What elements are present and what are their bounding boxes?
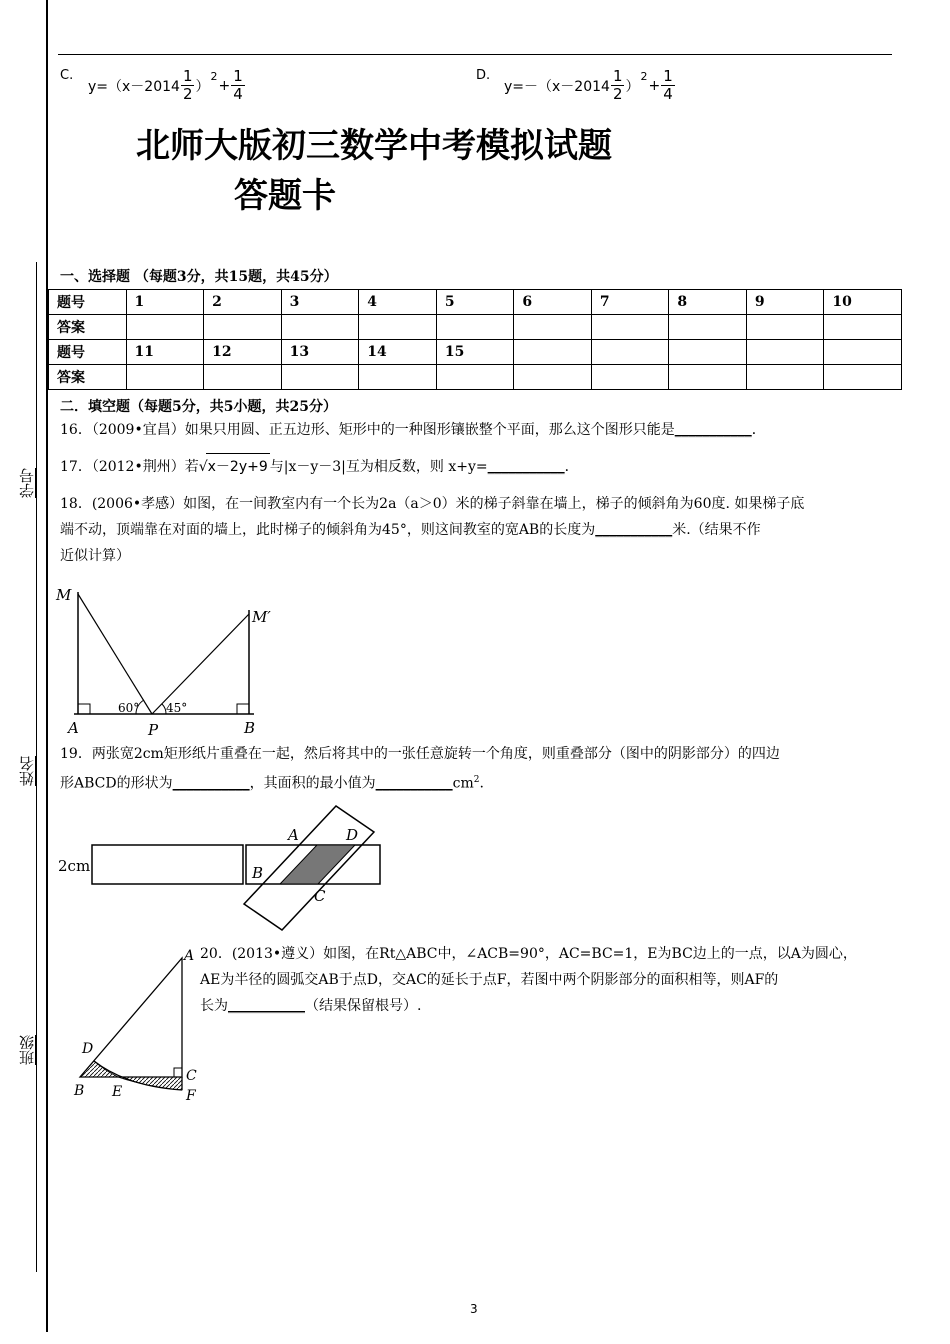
question-number-cell: 4 [359,290,437,315]
shaded-region-right [118,1077,182,1090]
q18-line2 [60,517,900,543]
point-p-label: P [148,721,159,739]
sqrt-icon: √ [198,459,208,475]
answer-cell[interactable] [591,315,668,340]
answer-cell[interactable] [824,365,902,390]
question-17 [60,453,579,480]
rectangle-left [92,845,243,884]
answer-cell[interactable] [514,365,591,390]
right-angle-a [78,704,90,714]
question-number-cell: 13 [281,340,359,365]
option-d-fraction [611,68,625,103]
q19-unit-exp: 2 [473,775,480,785]
right-angle-c [174,1068,182,1077]
point-c-label: C [186,1068,197,1084]
option-d-frac-den: 2 [612,85,623,103]
question-number-cell [514,340,591,365]
section2-heading: 二．填空题（每题5分，共5小题，共25分） [60,399,337,415]
answer-cell[interactable] [514,315,591,340]
question-number-cell: 2 [204,290,282,315]
q17-post: 与|x－y－3|互为相反数，则 x+y= [269,459,488,475]
ladder-45 [152,614,249,714]
q20-line3a: 长为 [200,998,228,1014]
page-number: 3 [470,1302,478,1316]
answer-cell[interactable] [126,315,204,340]
option-c-fraction-2 [231,68,245,103]
angle-45-label: 45° [166,701,188,715]
option-c-frac2-num: 1 [233,67,243,85]
ladder-figure [54,580,274,740]
q18-line2b: 米.（结果不作 [672,522,761,538]
question-number-cell [669,340,746,365]
option-d-fraction-2 [661,68,675,103]
class-label: 班级 [18,1035,36,1065]
option-c-prefix: y=（x－2014 [88,78,180,95]
point-a-label: A [68,719,79,737]
q19-unit: cm [452,775,474,792]
question-number-cell: 15 [436,340,514,365]
option-c-label: C. [60,68,74,83]
answer-table-row [49,290,902,315]
answer-cell[interactable] [281,315,359,340]
q20-answer-blank[interactable]: ___________ [228,998,305,1014]
option-d-frac2-num: 1 [663,67,673,85]
ladder-60 [78,594,152,714]
option-d-frac-num: 1 [612,67,623,85]
option-d-close: ） [625,78,640,95]
question-number-cell: 1 [126,290,204,315]
point-b-label: B [244,719,256,737]
answer-cell[interactable] [746,315,823,340]
question-number-cell: 12 [204,340,282,365]
q18-line2a: 端不动，顶端靠在对面的墙上，此时梯子的倾斜角为45°，则这间教室的宽AB的长度为 [60,522,596,538]
q19-line2a: 形ABCD的形状为 [60,775,173,792]
answer-table-row [49,315,902,340]
row-header-cell: 答案 [49,365,127,390]
q17-pre: 17．（2012•荆州）若 [60,459,199,475]
answer-table-row [49,340,902,365]
q20-line2: AE为半径的圆弧交AB于点D，交AC的延长于点F，若图中两个阴影部分的面积相等，则AF的 [200,972,779,988]
answer-cell[interactable] [204,315,282,340]
rectangles-figure [56,798,396,938]
point-b-label: B [252,864,264,882]
option-d-frac2-den: 4 [663,85,673,103]
answer-cell[interactable] [436,365,514,390]
answer-cell[interactable] [436,315,514,340]
option-c-fraction [181,68,195,103]
question-number-cell: 14 [359,340,437,365]
q19-line2b: ，其面积的最小值为 [249,775,376,792]
answer-cell[interactable] [824,315,902,340]
answer-cell[interactable] [359,315,437,340]
question-number-cell: 5 [436,290,514,315]
point-m-prime-label: M′ [252,608,271,626]
width-label: 2cm [58,857,91,875]
question-number-cell: 6 [514,290,591,315]
question-number-cell: 7 [591,290,668,315]
q16-text: 16．（2009•宜昌）如果只用圆、正五边形、矩形中的一种图形镶嵌整个平面，那么这个图形只能是 [60,422,675,438]
binding-sidebar [0,0,48,1332]
q18-answer-blank[interactable]: ___________ [595,522,673,538]
point-d-label: D [346,826,359,844]
answer-cell[interactable] [746,365,823,390]
question-number-cell: 8 [669,290,746,315]
q17-answer-blank[interactable]: ___________ [487,459,565,475]
q16-end: ． [751,422,766,438]
q17-end: ． [564,459,579,475]
option-c-plus: + [218,77,231,94]
option-d-prefix: y=－（x－2014 [504,78,610,95]
q20-line1: 20．(2013•遵义）如图，在Rt△ABC中，∠ACB=90°，AC=BC=1，E为BC边上的一点，以A为圆心， [200,946,857,962]
answer-table-row [49,365,902,390]
option-d-formula [504,68,676,103]
option-d-label: D. [476,68,491,83]
q19-line2 [60,767,900,797]
answer-cell[interactable] [591,365,668,390]
option-c-exponent: 2 [210,70,218,83]
triangle-abc [80,958,182,1077]
student-id-label: 学号 [18,468,36,498]
point-m-label: M [56,586,72,604]
q19-end: . [479,775,484,792]
question-number-cell [591,340,668,365]
answer-cell[interactable] [359,365,437,390]
row-header-cell: 题号 [49,290,127,315]
q19-area-blank[interactable]: ___________ [375,775,453,792]
row-header-cell: 答案 [49,315,127,340]
right-angle-b [237,704,249,714]
q20-line3 [200,993,900,1019]
exam-title: 北师大版初三数学中考模拟试题 [136,126,612,166]
header-rule [58,54,892,55]
option-c-frac-num: 1 [182,67,193,85]
angle-60-label: 60° [118,701,140,715]
option-d-exponent: 2 [640,70,648,83]
question-number-cell [746,340,823,365]
q19-shape-blank[interactable]: ___________ [172,775,250,792]
point-a-label: A [288,826,299,844]
answer-cell[interactable] [126,365,204,390]
question-number-cell: 9 [746,290,823,315]
answer-cell[interactable] [204,365,282,390]
point-e-label: E [112,1084,123,1100]
point-d-label: D [82,1041,94,1057]
answer-table [48,289,902,390]
question-20 [200,941,900,1019]
answer-sheet-title: 答题卡 [234,176,336,216]
shaded-region-left [80,1061,118,1077]
answer-cell[interactable] [281,365,359,390]
question-number-cell: 3 [281,290,359,315]
point-b-label: B [74,1083,85,1099]
name-label: 姓名 [18,756,36,786]
point-f-label: F [186,1088,196,1104]
section1-heading: 一、选择题 （每题3分，共15题，共45分） [60,269,338,285]
question-number-cell [824,340,902,365]
triangle-figure [66,940,216,1105]
row-header-cell: 题号 [49,340,127,365]
option-d-plus: + [648,77,661,94]
option-c-formula [88,68,246,103]
q18-line3: 近似计算） [60,548,130,564]
option-c-frac2-den: 4 [233,85,243,103]
option-c-frac-den: 2 [182,85,193,103]
question-16 [60,417,766,443]
q16-answer-blank[interactable]: ___________ [674,422,752,438]
answer-cell[interactable] [669,365,746,390]
q20-line3b: （结果保留根号）. [305,998,422,1014]
q18-line1: 18．(2006•孝感）如图，在一间教室内有一个长为2a（a＞0）米的梯子斜靠在墙上，梯子的倾斜角为60度. 如果梯子底 [60,496,805,512]
question-number-cell: 11 [126,340,204,365]
point-c-label: C [314,887,326,905]
answer-cell[interactable] [669,315,746,340]
option-c-close: ） [195,78,210,95]
q19-line1: 19．两张宽2cm矩形纸片重叠在一起，然后将其中的一张任意旋转一个角度，则重叠部分（图中的阴影部分）的四边 [60,746,780,762]
question-19 [60,741,900,797]
question-18 [60,491,900,569]
point-a-label: A [184,948,195,964]
question-number-cell: 10 [824,290,902,315]
q17-radicand: x－2y+9 [206,453,270,480]
